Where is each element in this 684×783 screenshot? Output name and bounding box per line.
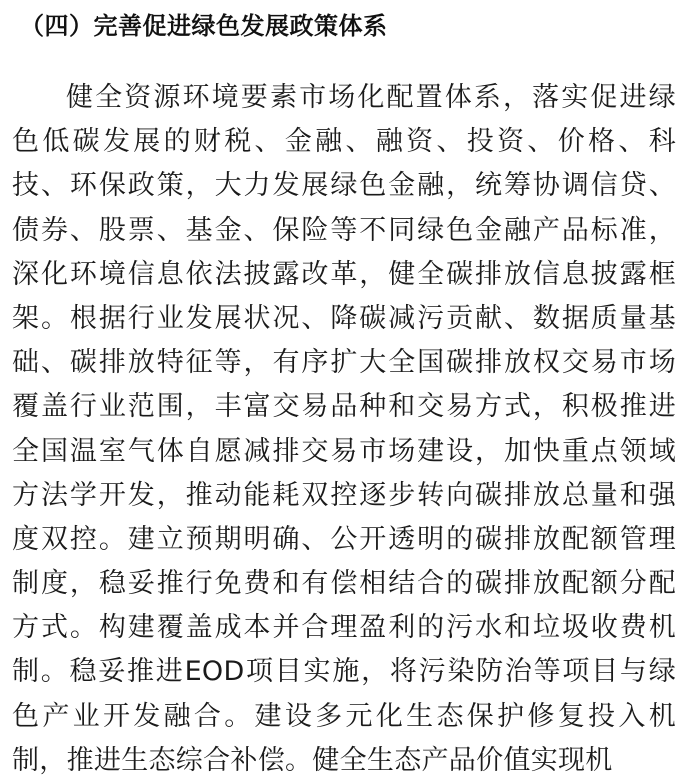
paragraph-line: 础、碳排放特征等，有序扩大全国碳排放权交易市场 bbox=[12, 347, 676, 379]
paragraph-line: 全国温室气体自愿减排交易市场建设，加快重点领域 bbox=[12, 435, 676, 467]
paragraph-line: 色低碳发展的财税、金融、融资、投资、价格、科 bbox=[12, 126, 676, 158]
paragraph-line: 债券、股票、基金、保险等不同绿色金融产品标准， bbox=[12, 214, 676, 246]
body-paragraph bbox=[12, 76, 676, 783]
paragraph-line: 度双控。建立预期明确、公开透明的碳排放配额管理 bbox=[12, 523, 676, 555]
section-heading: （四）完善促进绿色发展政策体系 bbox=[20, 12, 388, 40]
paragraph-line: 制，推进生态综合补偿。健全生态产品价值实现机 bbox=[12, 744, 613, 776]
paragraph-line: 方法学开发，推动能耗双控逐步转向碳排放总量和强 bbox=[12, 479, 676, 511]
paragraph-line: 方式。构建覆盖成本并合理盈利的污水和垃圾收费机 bbox=[12, 612, 676, 644]
paragraph-line: 深化环境信息依法披露改革，健全碳排放信息披露框 bbox=[12, 258, 676, 290]
paragraph-line: 覆盖行业范围，丰富交易品种和交易方式，积极推进 bbox=[12, 391, 676, 423]
paragraph-line: 色产业开发融合。建设多元化生态保护修复投入机 bbox=[12, 700, 676, 732]
paragraph-line: 制度，稳妥推行免费和有偿相结合的碳排放配额分配 bbox=[12, 568, 676, 600]
paragraph-line: 架。根据行业发展状况、降碳减污贡献、数据质量基 bbox=[12, 302, 676, 334]
paragraph-line: 制。稳妥推进EOD项目实施，将污染防治等项目与绿 bbox=[12, 656, 676, 688]
paragraph-line: 健全资源环境要素市场化配置体系，落实促进绿 bbox=[66, 82, 676, 113]
paragraph-line: 技、环保政策，大力发展绿色金融，统筹协调信贷、 bbox=[12, 170, 676, 202]
